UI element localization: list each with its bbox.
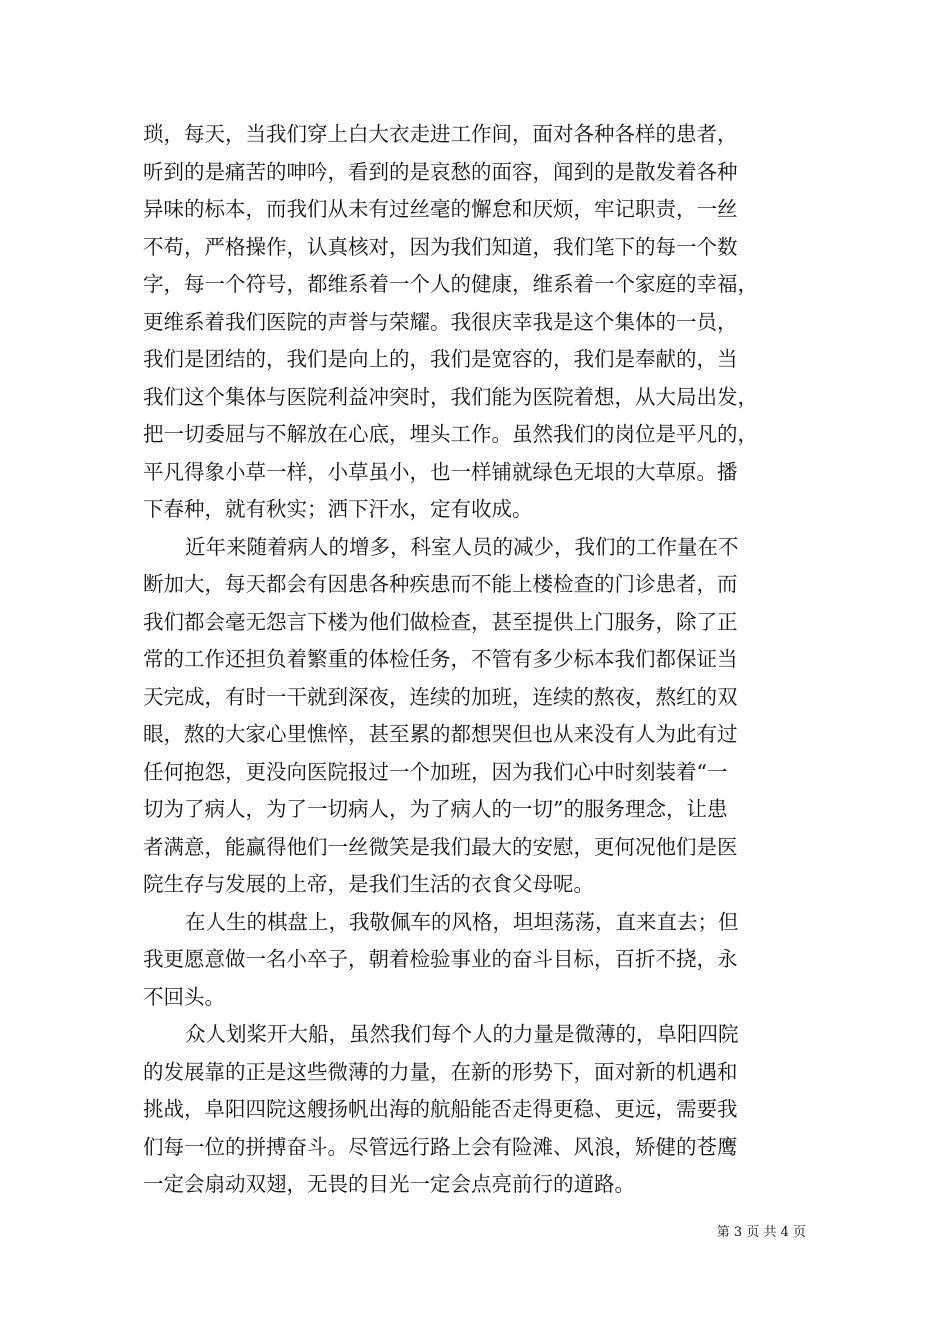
text-line: 的发展靠的正是这些微薄的力量，在新的形势下，面对新的机遇和 bbox=[143, 1059, 738, 1084]
paragraph-start-line: 在人生的棋盘上，我敬佩车的风格，坦坦荡荡，直来直去；但 bbox=[185, 909, 739, 934]
text-line: 不回头。 bbox=[143, 984, 225, 1009]
text-line: 一定会扇动双翅，无畏的目光一定会点亮前行的道路。 bbox=[143, 1172, 635, 1196]
text-line: 断加大，每天都会有因患各种疾患而不能上楼检查的门诊患者，而 bbox=[143, 572, 738, 596]
text-line: 院生存与发展的上帝，是我们生活的衣食父母呢。 bbox=[143, 872, 594, 896]
text-line: 平凡得象小草一样，小草虽小，也一样铺就绿色无垠的大草原。播 bbox=[143, 459, 738, 484]
text-line: 下春种，就有秋实；洒下汗水，定有收成。 bbox=[143, 497, 533, 521]
text-line: 我更愿意做一名小卒子，朝着检验事业的奋斗目标，百折不挠，永 bbox=[143, 947, 738, 971]
paragraph-start-line: 众人划桨开大船，虽然我们每个人的力量是微薄的，阜阳四院 bbox=[185, 1022, 739, 1046]
text-line: 眼，熬的大家心里憔悴，甚至累的都想哭但也从来没有人为此有过 bbox=[143, 722, 738, 746]
text-line: 切为了病人，为了一切病人，为了病人的一切”的服务理念，让患 bbox=[143, 797, 728, 821]
text-line: 常的工作还担负着繁重的体检任务，不管有多少标本我们都保证当 bbox=[143, 647, 738, 671]
paragraph-start-line: 近年来随着病人的增多，科室人员的减少，我们的工作量在不 bbox=[185, 534, 739, 559]
text-line: 不苟，严格操作，认真核对，因为我们知道，我们笔下的每一个数 bbox=[143, 234, 738, 259]
text-line: 们每一位的拼搏奋斗。尽管远行路上会有险滩、风浪，矫健的苍鹰 bbox=[143, 1134, 738, 1159]
text-line: 琐，每天，当我们穿上白大衣走进工作间，面对各种各样的患者， bbox=[143, 122, 738, 146]
text-line: 我们这个集体与医院利益冲突时，我们能为医院着想，从大局出发， bbox=[143, 384, 758, 409]
text-line: 异味的标本，而我们从未有过丝毫的懈怠和厌烦，牢记职责，一丝 bbox=[143, 197, 738, 221]
page-number-footer: 第 3 页 共 4 页 bbox=[716, 1225, 806, 1240]
body-text bbox=[143, 116, 833, 1204]
text-line: 天完成，有时一干就到深夜，连续的加班，连续的熬夜，熬红的双 bbox=[143, 684, 738, 709]
text-line: 我们是团结的，我们是向上的，我们是宽容的，我们是奉献的，当 bbox=[143, 347, 738, 371]
text-line: 挑战，阜阳四院这艘扬帆出海的航船能否走得更稳、更远，需要我 bbox=[143, 1097, 738, 1121]
text-line: 把一切委屈与不解放在心底，埋头工作。虽然我们的岗位是平凡的， bbox=[143, 422, 758, 446]
text-line: 更维系着我们医院的声誉与荣耀。我很庆幸我是这个集体的一员， bbox=[143, 309, 738, 334]
text-line: 者满意，能赢得他们一丝微笑是我们最大的安慰，更何况他们是医 bbox=[143, 834, 738, 859]
text-line: 字，每一个符号，都维系着一个人的健康，维系着一个家庭的幸福， bbox=[143, 272, 758, 296]
text-line: 任何抱怨，更没向医院报过一个加班，因为我们心中时刻装着“一 bbox=[143, 759, 728, 784]
text-line: 听到的是痛苦的呻吟，看到的是哀愁的面容，闻到的是散发着各种 bbox=[143, 159, 738, 184]
text-line: 我们都会毫无怨言下楼为他们做检查，甚至提供上门服务，除了正 bbox=[143, 609, 738, 634]
